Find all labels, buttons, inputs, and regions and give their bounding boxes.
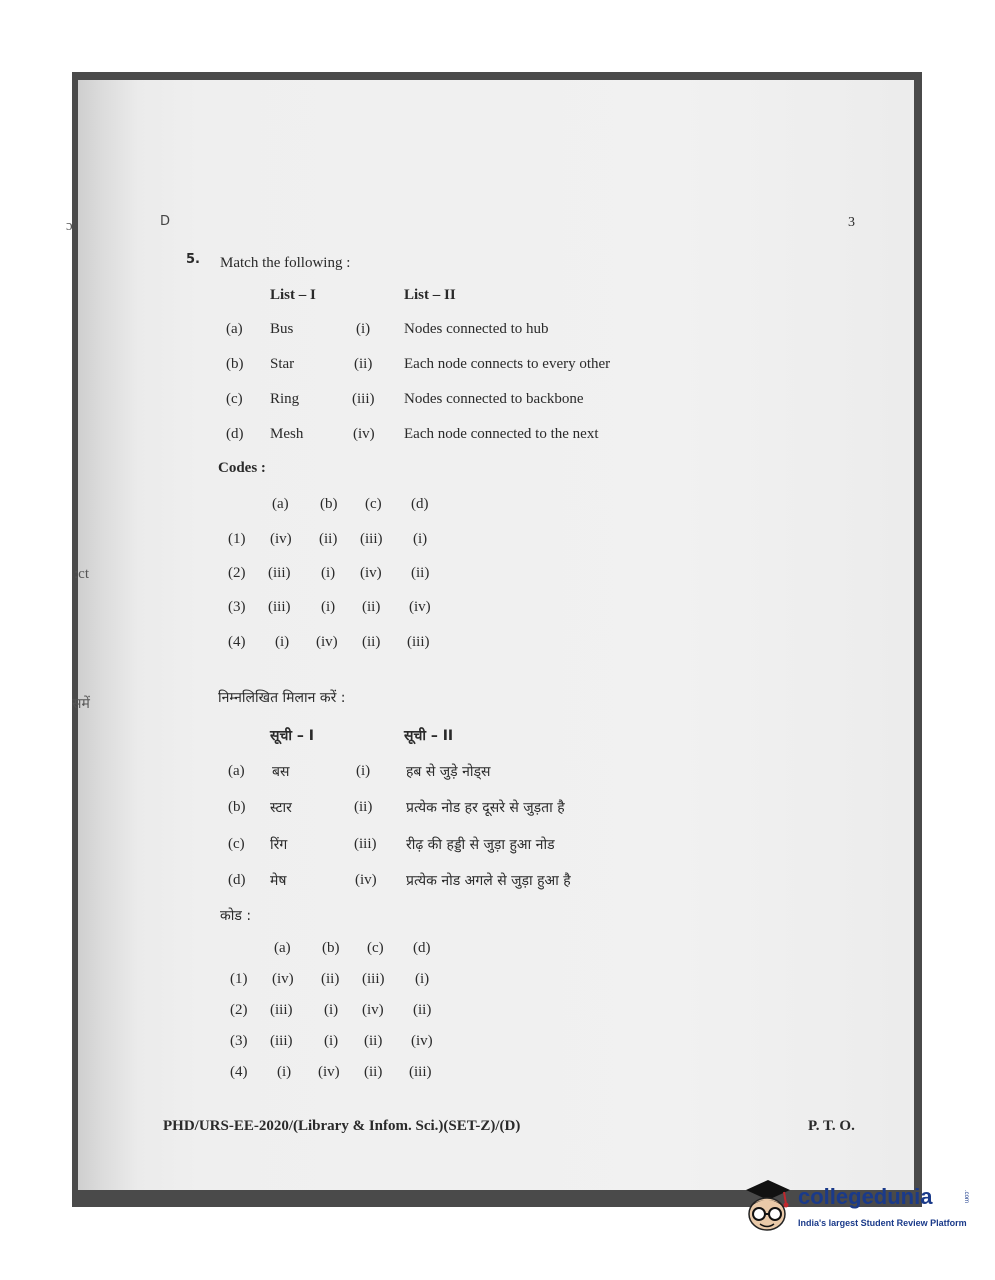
codes-col-header: (b) <box>322 940 340 956</box>
code-value: (i) <box>324 1033 339 1049</box>
question-prompt: Match the following : <box>220 255 351 271</box>
row-roman: (iv) <box>353 426 375 442</box>
code-value: (iii) <box>268 599 291 615</box>
edge-fragment-lower: समें <box>72 696 90 712</box>
code-value: (ii) <box>411 565 430 581</box>
code-value: (iv) <box>318 1064 340 1080</box>
list1-title: List – I <box>270 287 316 303</box>
code-value: (iii) <box>409 1064 432 1080</box>
row-letter: (d) <box>226 426 244 442</box>
footer-paper-code: PHD/URS-EE-2020/(Library & Infom. Sci.)(SET-Z)/(D) <box>163 1118 521 1134</box>
code-value: (ii) <box>364 1064 383 1080</box>
collegedunia-watermark <box>738 1174 978 1244</box>
code-value: (iv) <box>316 634 338 650</box>
hindi-list1-item: बस <box>272 764 290 780</box>
code-value: (i) <box>275 634 290 650</box>
set-mark: D <box>160 214 171 229</box>
code-option-number: (2) <box>228 565 246 581</box>
code-value: (ii) <box>319 531 338 547</box>
row-letter: (a) <box>226 321 243 337</box>
code-option-number: (4) <box>228 634 246 650</box>
hindi-row-roman: (ii) <box>354 799 373 815</box>
list2-item: Each node connects to every other <box>404 356 611 372</box>
code-value: (iii) <box>270 1033 293 1049</box>
code-value: (iii) <box>362 971 385 987</box>
code-option-number: (2) <box>230 1002 248 1018</box>
code-value: (ii) <box>362 634 381 650</box>
list1-item: Star <box>270 356 295 372</box>
code-value: (iii) <box>360 531 383 547</box>
list2-item: Nodes connected to hub <box>404 321 549 337</box>
code-value: (ii) <box>321 971 340 987</box>
code-option-number: (1) <box>230 971 248 987</box>
hindi-codes-title: कोड : <box>220 908 252 924</box>
code-value: (iii) <box>407 634 430 650</box>
code-value: (i) <box>324 1002 339 1018</box>
code-value: (iv) <box>360 565 382 581</box>
hindi-list1-item: रिंग <box>270 837 288 853</box>
exam-page <box>78 80 914 1190</box>
code-value: (ii) <box>362 599 381 615</box>
codes-title: Codes : <box>218 460 266 476</box>
codes-col-header: (a) <box>272 496 289 512</box>
page-number: 3 <box>848 215 855 230</box>
code-value: (i) <box>277 1064 292 1080</box>
code-option-number: (1) <box>228 531 246 547</box>
code-value: (iii) <box>268 565 291 581</box>
code-value: (i) <box>415 971 430 987</box>
row-letter: (b) <box>226 356 244 372</box>
codes-col-header: (b) <box>320 496 338 512</box>
row-letter: (c) <box>226 391 243 407</box>
code-value: (i) <box>321 599 336 615</box>
edge-fragment-middle: :ct <box>74 566 89 582</box>
list1-item: Bus <box>270 321 294 337</box>
code-value: (iv) <box>411 1033 433 1049</box>
hindi-list2-item: हब से जुड़े नोड्स <box>406 764 491 780</box>
codes-col-header: (c) <box>367 940 384 956</box>
hindi-row-letter: (a) <box>228 763 245 779</box>
code-option-number: (3) <box>230 1033 248 1049</box>
list1-item: Mesh <box>270 426 304 442</box>
list2-item: Nodes connected to backbone <box>404 391 584 407</box>
hindi-row-roman: (iv) <box>355 872 377 888</box>
codes-col-header: (c) <box>365 496 382 512</box>
edge-fragment-top: ɔ <box>66 218 73 234</box>
code-value: (iv) <box>409 599 431 615</box>
hindi-row-roman: (i) <box>356 763 371 779</box>
list2-item: Each node connected to the next <box>404 426 599 442</box>
hindi-row-letter: (c) <box>228 836 245 852</box>
hindi-list1-title: सूची – I <box>270 728 314 744</box>
codes-col-header: (a) <box>274 940 291 956</box>
hindi-list1-item: मेष <box>270 873 287 889</box>
brand-wordmark: collegedunia <box>798 1184 933 1209</box>
code-value: (iv) <box>272 971 294 987</box>
hindi-list2-item: प्रत्येक नोड अगले से जुड़ा हुआ है <box>406 873 571 889</box>
code-value: (ii) <box>364 1033 383 1049</box>
row-roman: (i) <box>356 321 371 337</box>
hindi-list2-item: प्रत्येक नोड हर दूसरे से जुड़ता है <box>406 800 565 816</box>
code-option-number: (4) <box>230 1064 248 1080</box>
hindi-row-letter: (b) <box>228 799 246 815</box>
hindi-list2-title: सूची – II <box>404 728 454 744</box>
hindi-prompt: निम्नलिखित मिलान करें : <box>218 690 346 706</box>
row-roman: (ii) <box>354 356 373 372</box>
footer-pto: P. T. O. <box>808 1118 855 1134</box>
codes-col-header: (d) <box>413 940 431 956</box>
hindi-list2-item: रीढ़ की हड्डी से जुड़ा हुआ नोड <box>406 837 555 853</box>
code-value: (ii) <box>413 1002 432 1018</box>
code-value: (i) <box>413 531 428 547</box>
brand-tagline: India's largest Student Review Platform <box>798 1218 967 1228</box>
code-value: (iv) <box>362 1002 384 1018</box>
code-value: (iii) <box>270 1002 293 1018</box>
list1-item: Ring <box>270 391 300 407</box>
list2-title: List – II <box>404 287 456 303</box>
code-value: (i) <box>321 565 336 581</box>
question-number: 5. <box>186 252 200 267</box>
hindi-row-roman: (iii) <box>354 836 377 852</box>
code-option-number: (3) <box>228 599 246 615</box>
hindi-row-letter: (d) <box>228 872 246 888</box>
mascot-icon <box>738 1174 796 1240</box>
code-value: (iv) <box>270 531 292 547</box>
hindi-list1-item: स्टार <box>270 800 292 816</box>
codes-col-header: (d) <box>411 496 429 512</box>
brand-suffix: .com <box>963 1190 969 1204</box>
row-roman: (iii) <box>352 391 375 407</box>
